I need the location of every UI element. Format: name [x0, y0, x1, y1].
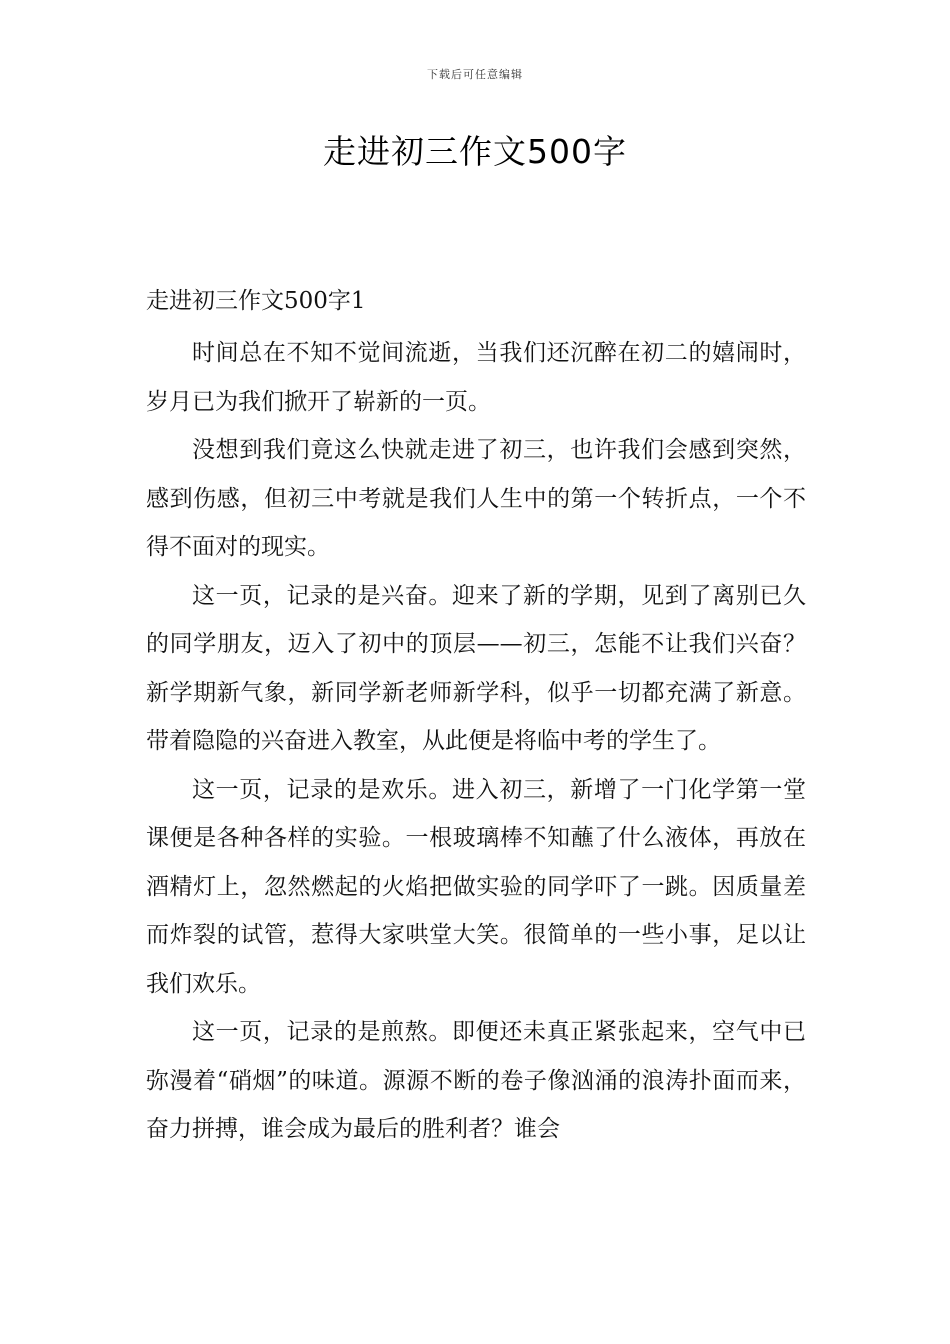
document-body — [146, 281, 806, 1154]
paragraph: 时间总在不知不觉间流逝，当我们还沉醉在初二的嬉闹时，岁月已为我们掀开了崭新的一页。 — [146, 340, 806, 415]
section-heading: 走进初三作文500字1 — [146, 288, 366, 314]
paragraph: 这一页，记录的是煎熬。即便还未真正紧张起来，空气中已弥漫着“硝烟”的味道。源源不断的卷子像汹涌的浪涛扑面而来，奋力拼搏，谁会成为最后的胜利者？谁会 — [146, 1019, 806, 1142]
document-title: 走进初三作文500字 — [323, 132, 627, 171]
header-note: 下载后可任意编辑 — [427, 68, 523, 81]
paragraph: 这一页，记录的是欢乐。进入初三，新增了一门化学第一堂课便是各种各样的实验。一根玻璃棒不知蘸了什么液体，再放在酒精灯上，忽然燃起的火焰把做实验的同学吓了一跳。因质量差而炸裂的试管，惹得大家哄堂大笑。很简单的一些小事，足以让我们欢乐。 — [146, 776, 806, 997]
paragraph: 这一页，记录的是兴奋。迎来了新的学期，见到了离别已久的同学朋友，迈入了初中的顶层——初三，怎能不让我们兴奋？新学期新气象，新同学新老师新学科，似乎一切都充满了新意。带着隐隐的兴奋进入教室，从此便是将临中考的学生了。 — [146, 582, 806, 754]
paragraph: 没想到我们竟这么快就走进了初三，也许我们会感到突然，感到伤感，但初三中考就是我们人生中的第一个转折点，一个不得不面对的现实。 — [146, 437, 806, 560]
